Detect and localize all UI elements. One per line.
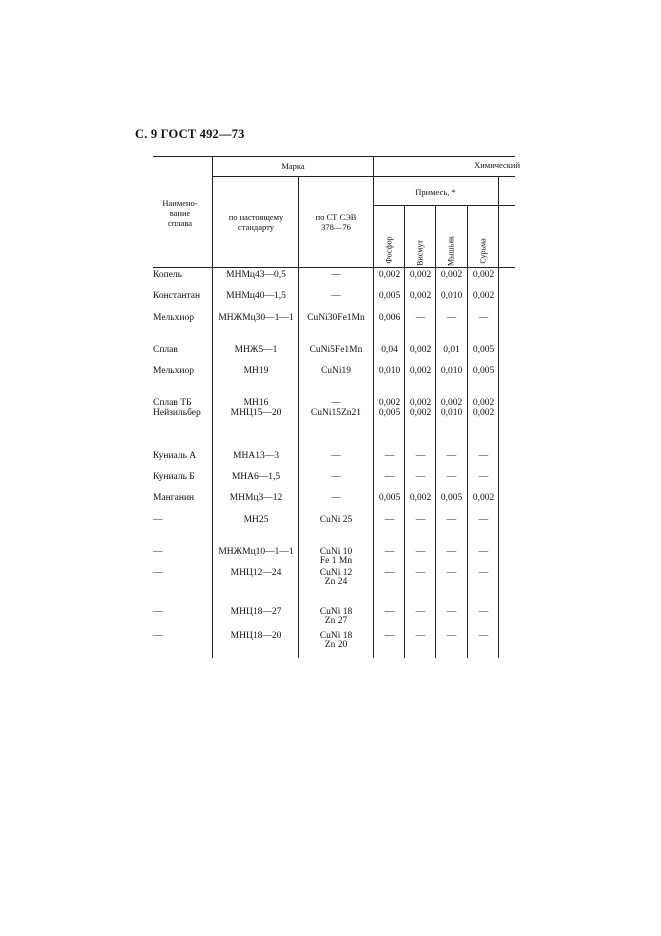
value-antimony: 0,002 [472, 398, 495, 408]
value-phosphorus: — [384, 607, 395, 617]
grade-current-std: МНЖ5—1 [234, 345, 278, 355]
impurity-underline [373, 205, 515, 206]
value-bismuth: — [415, 607, 426, 617]
value-antimony: — [478, 451, 489, 461]
value-arsenic: — [446, 547, 457, 557]
grade-current-std: МНЖМц10—1—1 [218, 547, 294, 557]
value-phosphorus: — [384, 631, 395, 641]
value-antimony: — [478, 515, 489, 525]
value-bismuth: — [415, 515, 426, 525]
grade-cmea-std: — [331, 451, 341, 461]
value-bismuth: — [415, 451, 426, 461]
value-phosphorus: 0,002 [378, 398, 401, 408]
grade-cmea-std: CuNi 25 [319, 515, 353, 525]
grade-current-std: МН16 [243, 398, 269, 408]
value-bismuth: 0,002 [409, 398, 432, 408]
header-phosphorus: Фосфор [384, 236, 394, 264]
value-bismuth: 0,002 [409, 291, 432, 301]
header-chemical: Химический [474, 160, 520, 170]
alloy-name: Константан [153, 291, 201, 301]
value-antimony: 0,005 [472, 366, 495, 376]
grade-cmea-std: — [331, 291, 341, 301]
grade-current-std: МНА13—3 [233, 451, 279, 461]
value-bismuth: — [415, 313, 426, 323]
alloy-name: Мельхиор [153, 313, 194, 323]
value-arsenic: — [446, 451, 457, 461]
grade-cmea-std: — [331, 472, 341, 482]
value-phosphorus: 0,005 [378, 493, 401, 503]
grade-cmea-std: CuNi30Fe1Mn [307, 313, 365, 323]
value-bismuth: 0,002 [409, 408, 432, 418]
grade-current-std: МНЦ15—20 [230, 408, 282, 418]
table-top-rule [153, 156, 515, 157]
grade-current-std: МНЖМц30—1—1 [218, 313, 294, 323]
value-arsenic: — [446, 631, 457, 641]
value-antimony: — [478, 607, 489, 617]
grade-cmea-std: CuNi 18 Zn 20 [319, 631, 353, 650]
grade-current-std: МНМц43—0,5 [226, 270, 286, 280]
value-phosphorus: 0,005 [378, 291, 401, 301]
value-antimony: — [478, 313, 489, 323]
value-arsenic: — [446, 472, 457, 482]
grade-cmea-std: — [331, 398, 341, 408]
alloy-name: Мельхиор [153, 366, 194, 376]
value-antimony: — [478, 631, 489, 641]
grade-current-std: МНМц3—12 [229, 493, 283, 503]
value-phosphorus: — [384, 547, 395, 557]
alloy-name: — [153, 515, 163, 525]
value-phosphorus: 0,006 [378, 313, 401, 323]
header-antimony: Сурьма [478, 238, 488, 264]
page-title: С. 9 ГОСТ 492—73 [135, 127, 245, 141]
value-bismuth: 0,002 [409, 345, 432, 355]
grade-cmea-std: CuNi15Zn21 [310, 408, 362, 418]
alloy-name: Нейзильбер [153, 408, 201, 418]
value-phosphorus: — [384, 451, 395, 461]
alloy-name: Манганин [153, 493, 195, 503]
value-phosphorus: 0,002 [378, 270, 401, 280]
value-antimony: 0,005 [472, 345, 495, 355]
value-phosphorus: — [384, 472, 395, 482]
alloy-name: Копель [153, 270, 182, 280]
value-arsenic: 0,002 [440, 398, 463, 408]
header-current-std: по настоящему стандарту [228, 212, 284, 232]
grade-cmea-std: CuNi19 [320, 366, 352, 376]
value-phosphorus: — [384, 568, 395, 578]
value-phosphorus: 0,005 [378, 408, 401, 418]
grade-cmea-std: — [331, 493, 341, 503]
alloy-name: — [153, 568, 163, 578]
value-bismuth: 0,002 [409, 270, 432, 280]
value-arsenic: 0,005 [440, 493, 463, 503]
alloy-name: — [153, 547, 163, 557]
value-antimony: 0,002 [472, 408, 495, 418]
header-arsenic: Мышьяк [446, 236, 456, 266]
alloy-name: Куниаль Б [153, 472, 195, 482]
grade-cmea-std: — [331, 270, 341, 280]
header-bismuth: Висмут [415, 240, 425, 266]
grade-current-std: МНА6—1,5 [231, 472, 281, 482]
grade-current-std: МН19 [243, 366, 269, 376]
value-arsenic: 0,010 [440, 291, 463, 301]
marka-underline [213, 176, 373, 177]
alloy-name: — [153, 607, 163, 617]
value-antimony: 0,002 [472, 493, 495, 503]
header-impurities: Примесь, * [415, 187, 456, 197]
grade-cmea-std: CuNi 10 Fe 1 Mn [319, 547, 353, 566]
value-antimony: — [478, 568, 489, 578]
value-phosphorus: 0,010 [378, 366, 401, 376]
value-phosphorus: — [384, 515, 395, 525]
value-arsenic: 0,010 [440, 366, 463, 376]
header-alloy-name: Наимено- вание сплава [162, 198, 198, 228]
header-bottom-rule [153, 267, 515, 268]
grade-current-std: МНЦ18—27 [230, 607, 282, 617]
value-phosphorus: 0,04 [381, 345, 398, 355]
alloy-name: Сплав [153, 345, 178, 355]
grade-cmea-std: CuNi 18 Zn 27 [319, 607, 353, 626]
value-arsenic: 0,010 [440, 408, 463, 418]
value-bismuth: — [415, 568, 426, 578]
value-bismuth: — [415, 472, 426, 482]
alloy-name: Сплав ТБ [153, 398, 192, 408]
alloy-name: Куниаль А [153, 451, 197, 461]
header-marka: Марка [281, 161, 305, 171]
grade-current-std: МНЦ12—24 [230, 568, 282, 578]
value-antimony: — [478, 472, 489, 482]
value-bismuth: — [415, 547, 426, 557]
grade-cmea-std: CuNi5Fe1Mn [309, 345, 363, 355]
value-antimony: 0,002 [472, 291, 495, 301]
value-arsenic: — [446, 515, 457, 525]
grade-current-std: МН25 [243, 515, 269, 525]
value-bismuth: 0,002 [409, 493, 432, 503]
value-bismuth: — [415, 631, 426, 641]
header-cmea-std: по СТ СЭВ 378—76 [315, 212, 357, 232]
value-antimony: — [478, 547, 489, 557]
grade-cmea-std: CuNi 12 Zn 24 [319, 568, 353, 587]
alloy-name: — [153, 631, 163, 641]
value-arsenic: 0,002 [440, 270, 463, 280]
grade-current-std: МНЦ18—20 [230, 631, 282, 641]
value-arsenic: — [446, 607, 457, 617]
grade-current-std: МНМц40—1,5 [226, 291, 286, 301]
value-arsenic: — [446, 568, 457, 578]
value-arsenic: — [446, 313, 457, 323]
value-antimony: 0,002 [472, 270, 495, 280]
chemical-underline [373, 176, 515, 177]
value-bismuth: 0,002 [409, 366, 432, 376]
value-arsenic: 0,01 [443, 345, 460, 355]
